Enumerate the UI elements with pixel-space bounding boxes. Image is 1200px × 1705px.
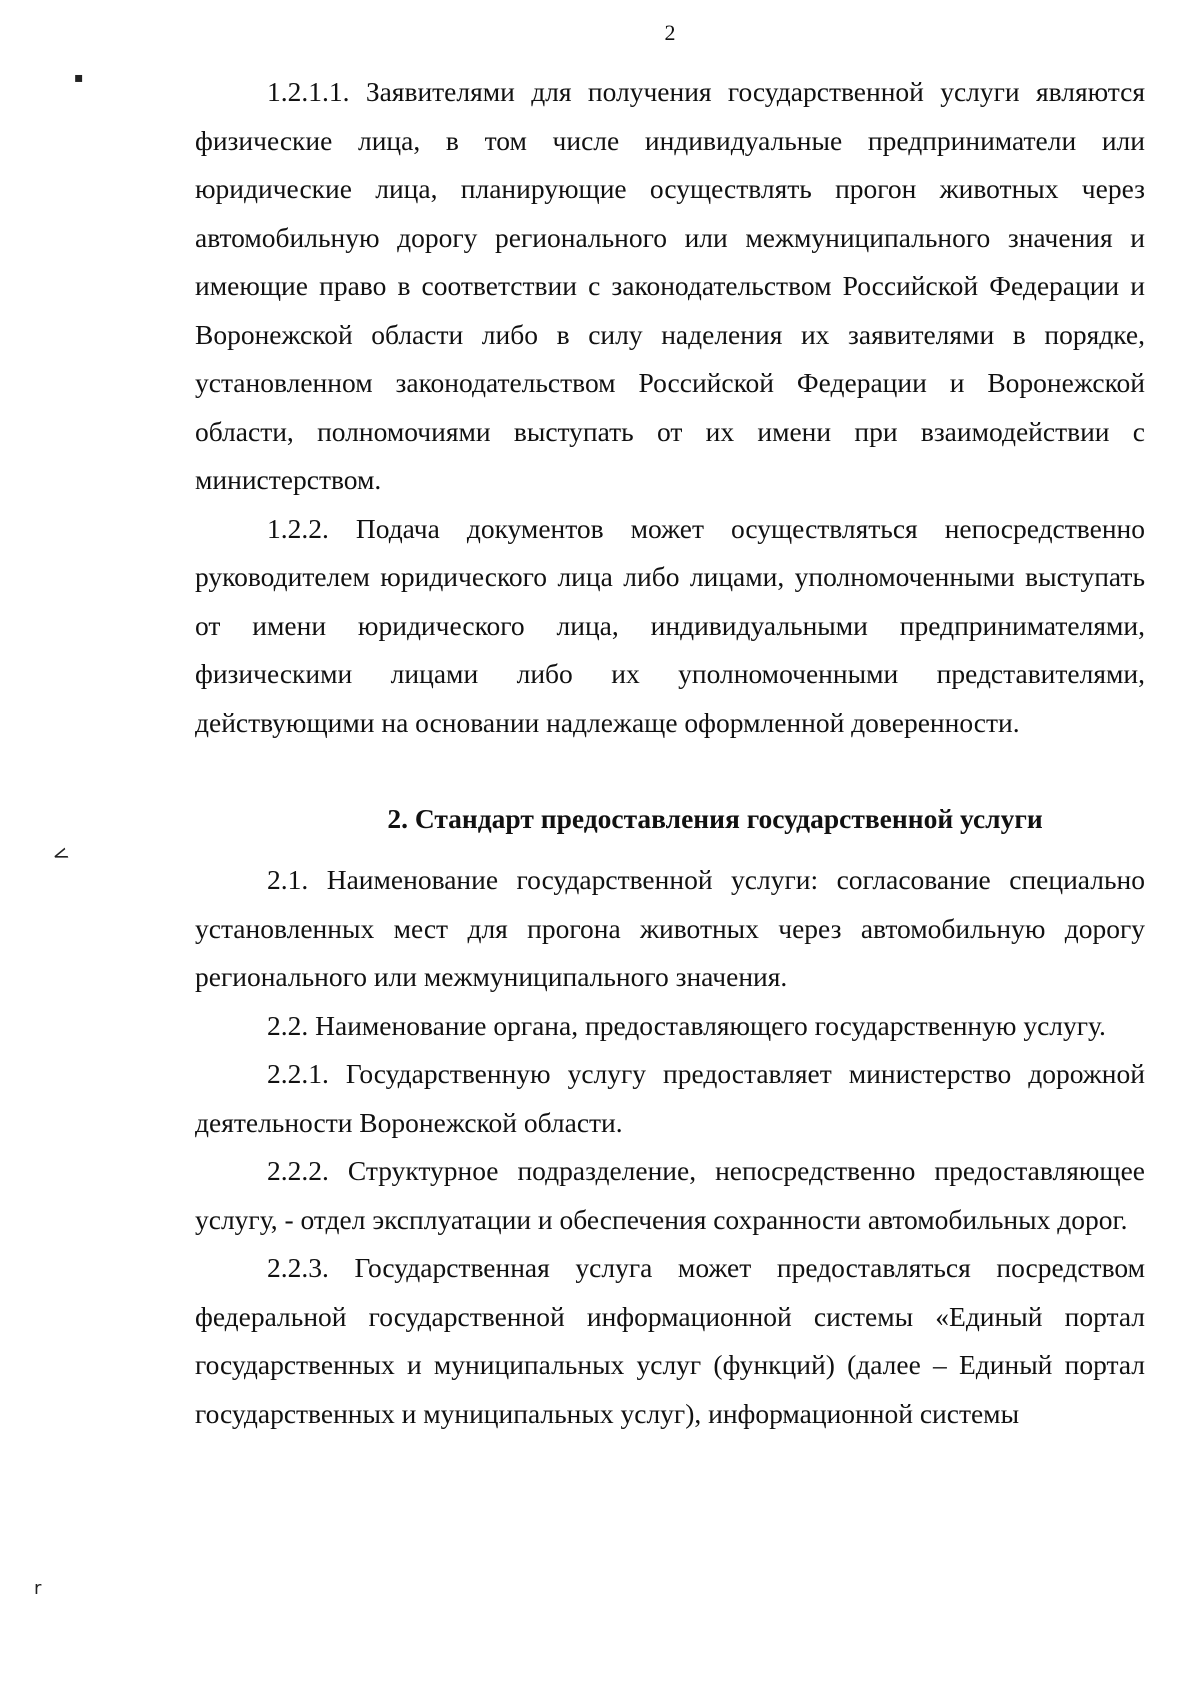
paragraph-1-2-1-1: 1.2.1.1. Заявителями для получения государственной услуги являются физические лица, в том числе индивидуальные предприниматели или юридические лица, планирующие осуществлять прогон животных через автомобильную дорогу регионального или межмуниципального значения и имеющие право в соответствии с законодательством Российской Федерации и Воронежской области либо в силу наделения их заявителями в порядке, установленном законодательством Российской Федерации и Воронежской области, полномочиями выступать от их имени при взаимодействии с министерством. [195,76,1145,495]
scan-mark-bottom: r [34,1578,42,1599]
page-number: 2 [664,20,676,45]
document-body [195,68,1145,1438]
paragraph-2-2-2: 2.2.2. Структурное подразделение, непосредственно предоставляющее услугу, - отдел эксплуатации и обеспечения сохранности автомобильных дорог. [195,1155,1145,1235]
scan-mark-middle: < [48,839,73,869]
scan-mark-top: ▪ [74,70,84,86]
paragraph-2-2: 2.2. Наименование органа, предоставляющего государственную услугу. [267,1009,1106,1041]
paragraph-2-2-1: 2.2.1. Государственную услугу предоставляет министерство дорожной деятельности Воронежской области. [195,1058,1145,1138]
section-heading: 2. Стандарт предоставления государственной услуги [387,803,1043,834]
paragraph-2-2-3: 2.2.3. Государственная услуга может предоставляться посредством федеральной государственной информационной системы «Единый портал государственных и муниципальных услуг (функций) (далее – Единый портал государственных и муниципальных услуг), информационной системы [195,1252,1145,1429]
paragraph-1-2-2: 1.2.2. Подача документов может осуществляться непосредственно руководителем юридического лица либо лицами, уполномоченными выступать от имени юридического лица, индивидуальными предпринимателями, физическими лицами либо их уполномоченными представителями, действующими на основании надлежаще оформленной доверенности. [195,512,1145,738]
paragraph-2-1: 2.1. Наименование государственной услуги: согласование специально установленных мест для прогона животных через автомобильную дорогу регионального или межмуниципального значения. [195,864,1145,992]
